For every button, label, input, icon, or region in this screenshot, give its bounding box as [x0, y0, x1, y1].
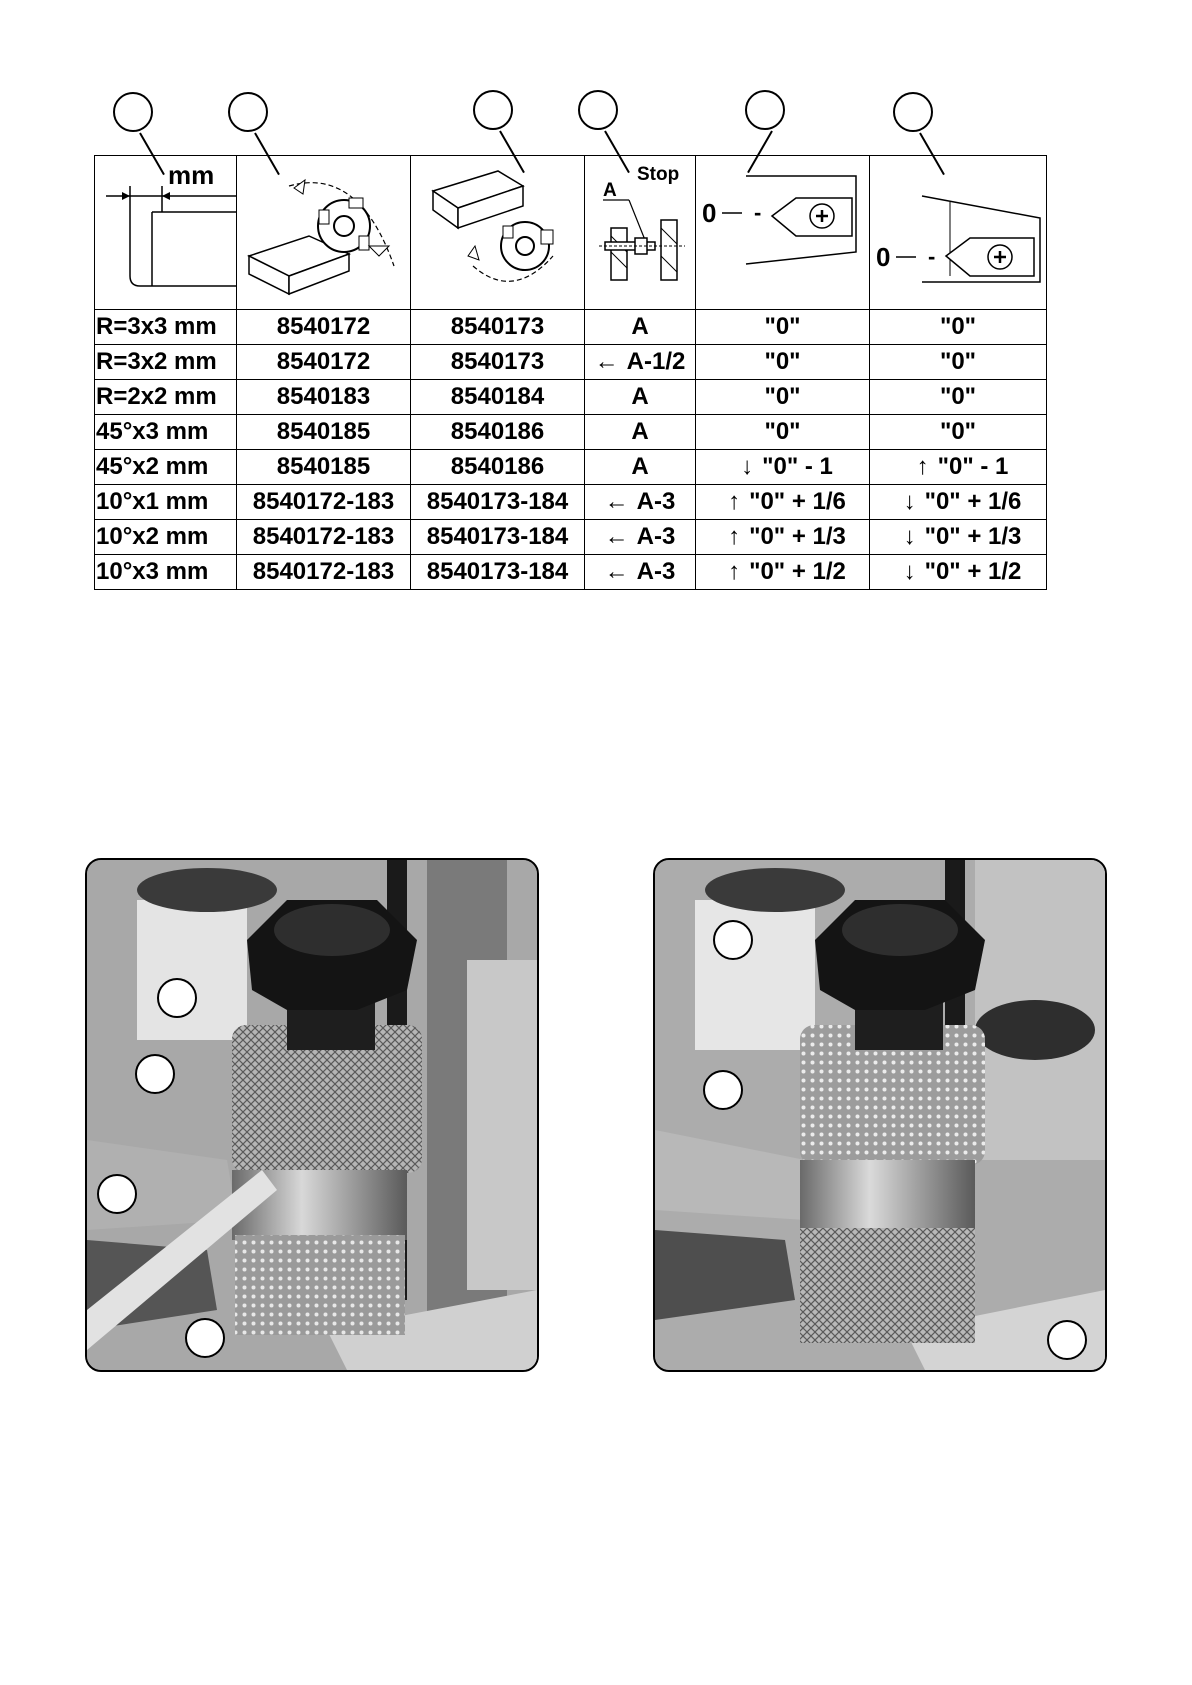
cell-part-left-text: 8540183	[276, 383, 371, 410]
cell-part-left-text: 8540185	[276, 453, 371, 480]
cell-profile-text: 10°x1 mm	[96, 488, 209, 515]
cell-adjust-upper	[696, 310, 870, 345]
diagram-adjust-lower	[870, 156, 1047, 310]
callout-4	[578, 90, 618, 130]
cell-adjust-lower-text: "0" + 1/3	[924, 523, 1022, 550]
callout-photo-right-1	[713, 920, 753, 960]
adjust-arrow-icon: ↑	[728, 523, 741, 550]
table-row	[95, 485, 1047, 520]
cell-adjust-upper	[696, 415, 870, 450]
stop-label: Stop	[637, 164, 680, 185]
cell-part-left	[237, 345, 411, 380]
cell-part-right	[411, 415, 585, 450]
cell-adjust-upper-text: "0"	[764, 313, 801, 340]
zero-label: 0	[702, 198, 717, 228]
cell-adjust-upper-text: "0" + 1/2	[749, 558, 846, 585]
cell-part-left	[237, 415, 411, 450]
left-arrow-icon: ←	[594, 348, 619, 375]
cell-adjust-lower-text: "0" - 1	[937, 453, 1009, 480]
cell-profile	[95, 450, 237, 485]
cell-adjust-upper	[696, 345, 870, 380]
cell-adjust-upper-text: "0" - 1	[762, 453, 833, 480]
cell-part-right	[411, 555, 585, 590]
cell-profile	[95, 310, 237, 345]
table-row	[95, 415, 1047, 450]
cell-adjust-upper-text: "0"	[764, 418, 801, 445]
cell-part-left	[237, 555, 411, 590]
mm-label: mm	[167, 160, 214, 190]
callout-photo-left-3	[97, 1174, 137, 1214]
cell-adjust-upper-text: "0"	[764, 348, 801, 375]
callout-photo-right-3	[1047, 1320, 1087, 1360]
cell-part-right	[411, 380, 585, 415]
cell-stop	[585, 380, 696, 415]
cell-profile-text: R=3x3 mm	[96, 313, 217, 340]
diagram-cutter-right	[411, 156, 585, 310]
cell-part-left	[237, 310, 411, 345]
cell-part-right-text: 8540173-184	[426, 558, 569, 585]
cell-part-right-text: 8540173	[450, 348, 545, 375]
cell-part-left	[237, 485, 411, 520]
cell-adjust-upper	[696, 485, 870, 520]
cell-profile-text: 10°x2 mm	[96, 523, 209, 550]
cell-adjust-upper-text: "0" + 1/3	[749, 523, 846, 550]
cell-stop-text: A	[631, 313, 649, 340]
cell-part-left-text: 8540172	[276, 313, 371, 340]
cell-profile	[95, 555, 237, 590]
adjust-arrow-icon: ↑	[916, 453, 929, 480]
callout-3	[473, 90, 513, 130]
cell-profile	[95, 485, 237, 520]
table-row	[95, 555, 1047, 590]
cell-adjust-lower-text: "0" + 1/2	[924, 558, 1022, 585]
cell-profile	[95, 380, 237, 415]
cell-adjust-upper	[696, 450, 870, 485]
photo-right	[653, 858, 1107, 1372]
cell-profile-text: R=3x2 mm	[96, 348, 217, 375]
diagram-cutter-left	[237, 156, 411, 310]
cell-adjust-lower	[870, 310, 1047, 345]
callout-5	[745, 90, 785, 130]
cell-part-left	[237, 520, 411, 555]
table-row	[95, 310, 1047, 345]
cell-adjust-upper-text: "0" + 1/6	[749, 488, 846, 515]
adjust-arrow-icon: ↑	[728, 488, 741, 515]
cell-profile-text: 45°x3 mm	[96, 418, 209, 445]
cell-profile-text: 10°x3 mm	[96, 558, 209, 585]
cell-stop	[585, 485, 696, 520]
adjust-arrow-icon: ↑	[728, 558, 741, 585]
left-arrow-icon: ←	[604, 523, 629, 550]
cell-part-right-text: 8540186	[450, 418, 545, 445]
cell-part-right	[411, 450, 585, 485]
cell-part-right-text: 8540173	[450, 313, 545, 340]
cell-adjust-lower	[870, 380, 1047, 415]
cell-part-right-text: 8540173-184	[426, 523, 569, 550]
cell-part-right	[411, 345, 585, 380]
cell-adjust-lower	[870, 520, 1047, 555]
cell-adjust-lower-text: "0"	[939, 313, 977, 340]
cell-part-left	[237, 450, 411, 485]
cell-profile-text: 45°x2 mm	[96, 453, 209, 480]
cell-stop-text: A-3	[636, 558, 676, 585]
cell-adjust-upper-text: "0"	[764, 383, 801, 410]
adjust-arrow-icon: ↓	[741, 453, 754, 480]
cell-part-right	[411, 485, 585, 520]
profile-settings-table	[94, 155, 1047, 590]
header-row	[95, 156, 1047, 310]
left-arrow-icon: ←	[604, 558, 629, 585]
cell-profile-text: R=2x2 mm	[96, 383, 217, 410]
cell-stop	[585, 415, 696, 450]
photo-left	[85, 858, 539, 1372]
left-arrow-icon: ←	[604, 488, 629, 515]
cell-part-left-text: 8540185	[276, 418, 371, 445]
cell-stop-text: A-1/2	[626, 348, 686, 375]
adjust-arrow-icon: ↓	[903, 558, 916, 585]
zero-label: 0	[876, 242, 891, 272]
cell-adjust-lower-text: "0"	[939, 348, 977, 375]
cell-stop	[585, 310, 696, 345]
cell-part-left-text: 8540172-183	[252, 523, 395, 550]
cell-stop	[585, 555, 696, 590]
cell-stop	[585, 345, 696, 380]
cell-part-right	[411, 520, 585, 555]
callout-2	[228, 92, 268, 132]
cell-adjust-lower	[870, 485, 1047, 520]
callout-photo-left-1	[157, 978, 197, 1018]
cell-part-left-text: 8540172-183	[252, 558, 395, 585]
callout-photo-right-2	[703, 1070, 743, 1110]
cell-stop	[585, 520, 696, 555]
cell-profile	[95, 520, 237, 555]
cell-stop-text: A	[631, 383, 649, 410]
table-row	[95, 380, 1047, 415]
table-row	[95, 450, 1047, 485]
cell-adjust-lower-text: "0"	[939, 383, 977, 410]
cell-stop-text: A	[631, 453, 649, 480]
cell-stop-text: A-3	[636, 523, 676, 550]
cell-part-right-text: 8540173-184	[426, 488, 569, 515]
diagram-stop	[585, 156, 696, 310]
cell-part-left	[237, 380, 411, 415]
dash-label: -	[928, 244, 936, 269]
cell-adjust-lower	[870, 450, 1047, 485]
cell-stop-text: A-3	[636, 488, 676, 515]
cell-stop	[585, 450, 696, 485]
adjust-arrow-icon: ↓	[903, 523, 916, 550]
callout-6	[893, 92, 933, 132]
cell-profile	[95, 345, 237, 380]
callout-photo-left-4	[185, 1318, 225, 1358]
diagram-profile-dimension	[95, 156, 237, 310]
callout-1	[113, 92, 153, 132]
cell-profile	[95, 415, 237, 450]
cell-adjust-lower	[870, 345, 1047, 380]
cell-stop-text: A	[631, 418, 649, 445]
table-row	[95, 345, 1047, 380]
cell-part-left-text: 8540172-183	[252, 488, 395, 515]
cell-adjust-upper	[696, 555, 870, 590]
cell-adjust-upper	[696, 520, 870, 555]
cell-part-right-text: 8540184	[450, 383, 545, 410]
cell-part-left-text: 8540172	[276, 348, 371, 375]
callout-photo-left-2	[135, 1054, 175, 1094]
cell-adjust-upper	[696, 380, 870, 415]
adjust-arrow-icon: ↓	[903, 488, 916, 515]
cell-adjust-lower	[870, 415, 1047, 450]
table-row	[95, 520, 1047, 555]
cell-part-right	[411, 310, 585, 345]
diagram-adjust-upper	[696, 156, 870, 310]
cell-adjust-lower-text: "0"	[939, 418, 977, 445]
cell-adjust-lower-text: "0" + 1/6	[924, 488, 1022, 515]
cell-adjust-lower	[870, 555, 1047, 590]
dash-label: -	[754, 200, 762, 225]
cell-part-right-text: 8540186	[450, 453, 545, 480]
a-label: A	[603, 180, 617, 201]
